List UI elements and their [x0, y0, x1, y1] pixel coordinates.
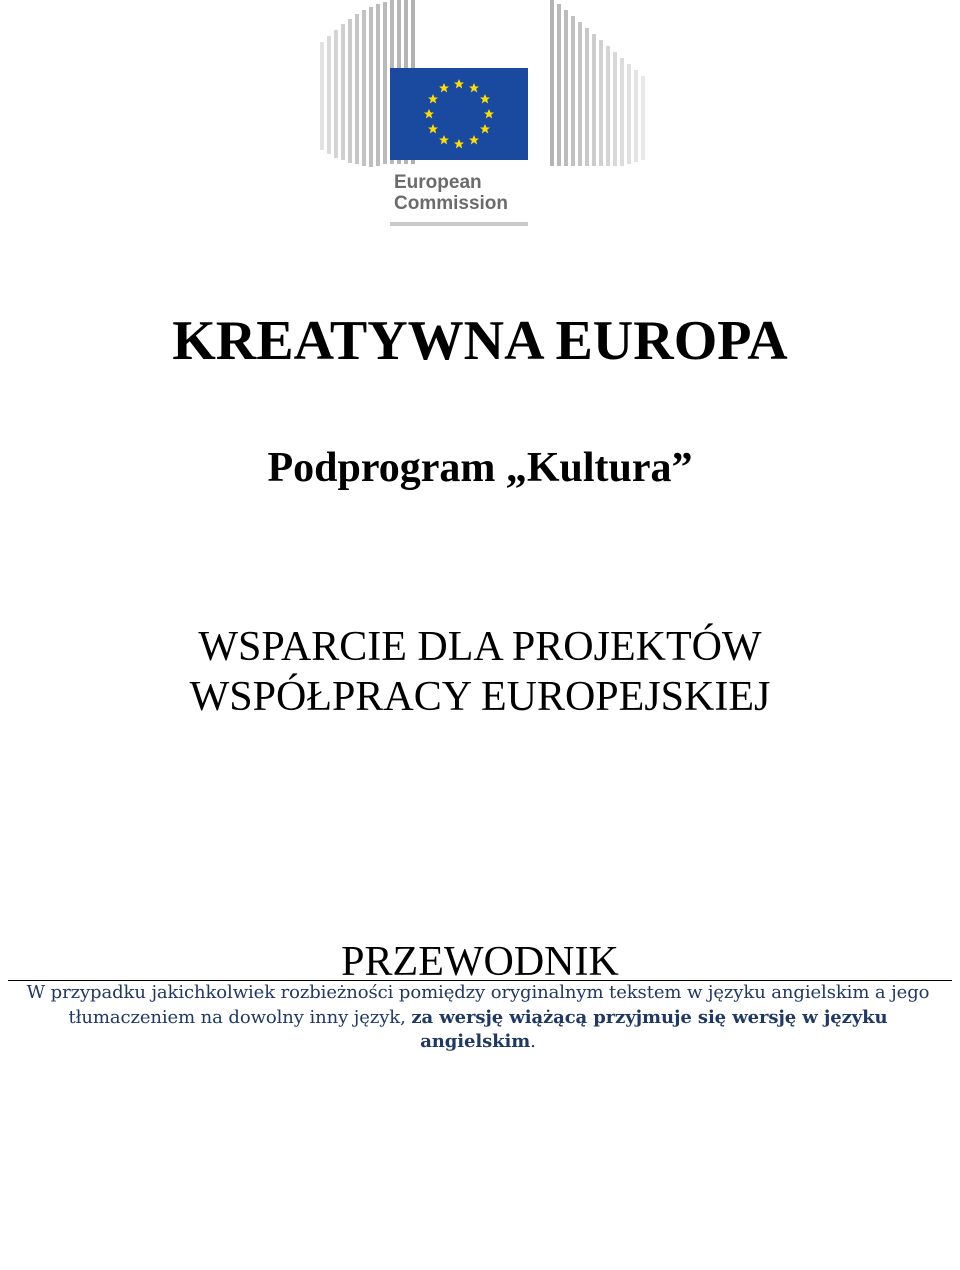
guide-label: PRZEWODNIK	[341, 939, 619, 985]
document-subtitle: Podprogram „Kultura”	[267, 445, 693, 491]
notice-bold-text: za wersję wiążącą przyjmuje się wersję w języku angielskim	[411, 1006, 888, 1052]
translation-notice	[8, 980, 948, 1260]
support-heading	[0, 622, 960, 722]
european-commission-logo	[318, 0, 648, 232]
document-title: KREATYWNA EUROPA	[172, 310, 788, 372]
notice-plain-text: W przypadku jakichkolwiek rozbieżności pomiędzy oryginalnym tekstem w języku angielskim a jego tłumaczeniem na dowolny inny język,	[26, 982, 930, 1028]
notice-tail-text: .	[530, 1031, 536, 1052]
notice-text	[8, 981, 948, 1055]
logo-underline	[390, 222, 528, 226]
logo-text-european: European	[394, 172, 482, 193]
support-heading-line-2: WSPÓŁPRACY EUROPEJSKIEJ	[189, 674, 771, 720]
support-heading-line-1: WSPARCIE DLA PROJEKTÓW	[198, 624, 762, 670]
logo-text-commission: Commission	[394, 193, 509, 214]
